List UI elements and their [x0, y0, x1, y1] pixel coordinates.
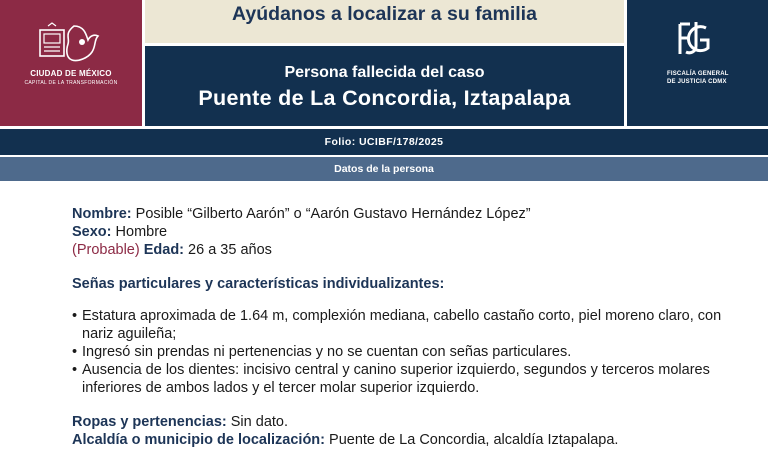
- heading-banner: [145, 0, 624, 43]
- list-item: • Ausencia de los dientes: incisivo central y canino superior izquierdo, segundos y terceros molares inferiores de ambos lados y el tercer molar superior izquierdo.: [72, 362, 710, 396]
- fgj-panel: [627, 0, 768, 126]
- cdmx-title: CIUDAD DE MÉXICO: [30, 69, 112, 78]
- case-title: Puente de La Concordia, Iztapalapa: [198, 86, 571, 110]
- alcaldia-row: Alcaldía o municipio de localización: Puente de La Concordia, alcaldía Iztapalapa.: [72, 432, 619, 448]
- sexo-row: Sexo: Hombre: [72, 224, 168, 240]
- cdmx-subtitle: CAPITAL DE LA TRANSFORMACIÓN: [24, 80, 118, 86]
- case-subtitle: Persona fallecida del caso: [284, 64, 485, 81]
- list-item: • Estatura aproximada de 1.64 m, complexión mediana, cabello castaño corto, piel moreno claro, con nariz aguileña;: [72, 308, 722, 342]
- fgj-title: FISCALÍA GENERAL DE JUSTICIA CDMX: [667, 71, 729, 85]
- edad-row: (Probable) Edad: 26 a 35 años: [72, 242, 272, 258]
- person-details: [72, 205, 752, 449]
- fgj-logo: [676, 18, 716, 62]
- nombre-row: Nombre: Posible “Gilberto Aarón” o “Aarón Gustavo Hernández López”: [72, 206, 531, 222]
- senas-heading: Señas particulares y características individualizantes:: [72, 276, 445, 292]
- cdmx-shield-logo: [38, 22, 104, 66]
- ropas-row: Ropas y pertenencias: Sin dato.: [72, 414, 288, 430]
- case-banner: [145, 46, 624, 126]
- folio-bar: Folio: UCIBF/178/2025: [0, 129, 768, 155]
- main-heading: Ayúdanos a localizar a su familia: [232, 3, 537, 25]
- cdmx-panel: [0, 0, 142, 126]
- section-title: Datos de la persona: [0, 157, 768, 181]
- list-item: • Ingresó sin prendas ni pertenencias y no se cuentan con señas particulares.: [72, 344, 572, 360]
